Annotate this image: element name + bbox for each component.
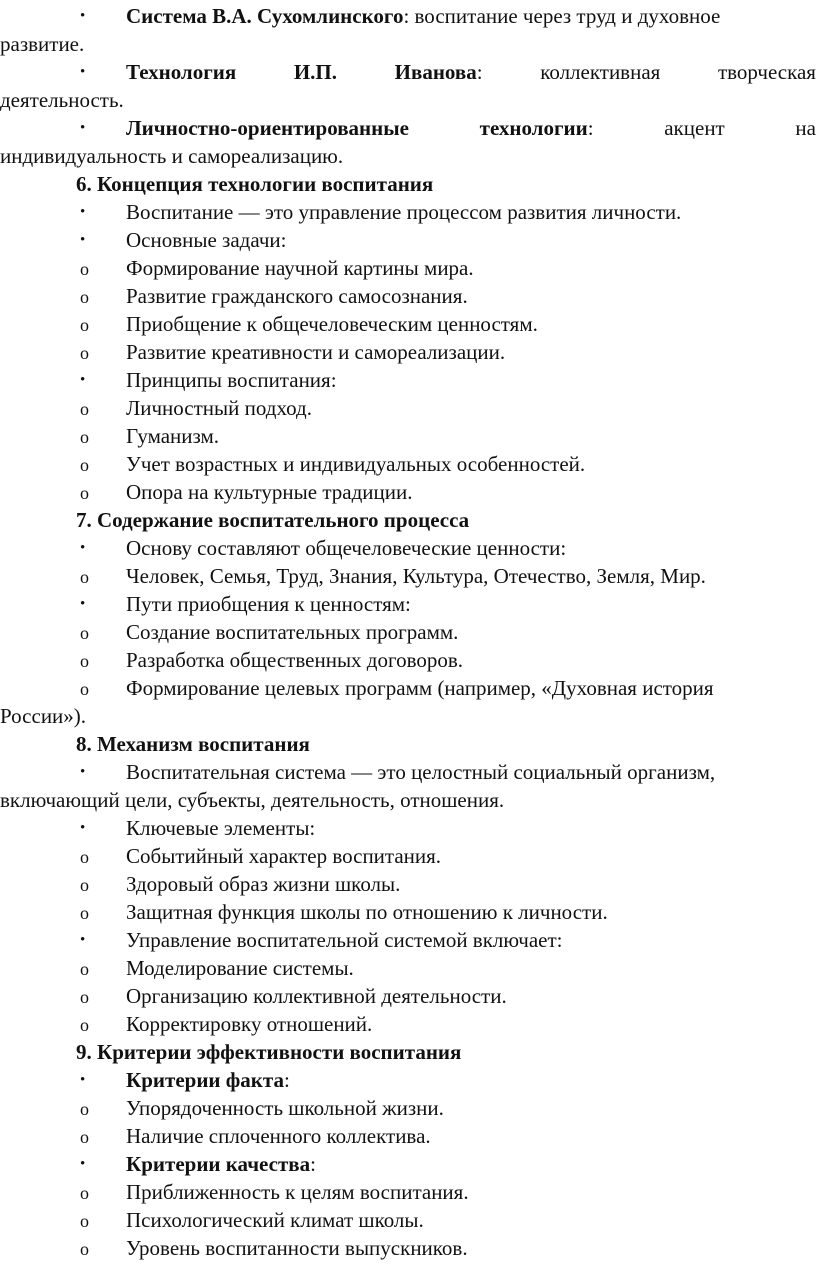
intro-1-cont: развитие. bbox=[0, 32, 85, 56]
bullet-marker: • bbox=[80, 8, 86, 24]
intro-1-bold: Система В.А. Сухомлинского bbox=[126, 4, 404, 28]
section-9-heading: 9. Критерии эффективности воспитания bbox=[76, 1040, 462, 1064]
document-page: • Система В.А. Сухомлинского: воспитание через труд и духовное развитие. • Технология И.П. Иванова: коллективная творческая деятельность. • Личностно-ориентированные технологии: акцент на индивидуальность и самореализацию. 6. Концепция технологии воспитания • Воспитание — это управление процессом развития личности. • Основные задачи: o Формирование научной картины мира. o Развитие гражданского самосознания. o Приобщение к общечеловеческим ценностям. o Развитие креативности и самореализации. • Принципы воспитания: o Личностный подход. o Гуманизм. o Учет возрастных и индивидуальных особенностей. o Опора на культурные традиции. 7. Содержание воспитательного процесса • Основу составляют общечеловеческие ценности: o Человек, Семья, Труд, Знания, Культура, Отечество, Земля, Мир. • Пути приобщения к ценностям: o Создание воспитательных программ. o Разработка общественных договоров. o Формирование целевых программ (например, «Духовная история России»). 8. Механизм воспитания • Воспитательная система — это целостный социальный организм, включающий цели, субъекты, деятельность, отношения. • Ключевые элементы: o Событийный характер воспитания. o Здоровый образ жизни школы. o Защитная функция школы по отношению к личности. • Управление воспитательной системой включает: o Моделирование системы. o Организацию коллективной деятельности. o Корректировку отношений. 9. Критерии эффективности воспитания • Критерии факта: o Упорядоченность школьной жизни. o Наличие сплоченного коллектива. • Критерии качества: o Приближенность к целям воспитания. o Психологический климат школы. o Уровень воспитанности выпускников. bbox=[0, 4, 816, 1260]
intro-2-cont: деятельность. bbox=[0, 88, 124, 112]
intro-2-bold: Иванова bbox=[394, 60, 477, 84]
intro-3-cont: индивидуальность и самореализацию. bbox=[0, 144, 344, 168]
bullet-marker: • bbox=[80, 64, 86, 80]
bullet-marker: • bbox=[80, 120, 86, 136]
intro-1-rest: : воспитание через труд и духовное bbox=[403, 4, 721, 28]
section-7-heading: 7. Содержание воспитательного процесса bbox=[76, 508, 470, 532]
section-8-heading: 8. Механизм воспитания bbox=[76, 732, 310, 756]
section-6-heading: 6. Концепция технологии воспитания bbox=[76, 172, 434, 196]
